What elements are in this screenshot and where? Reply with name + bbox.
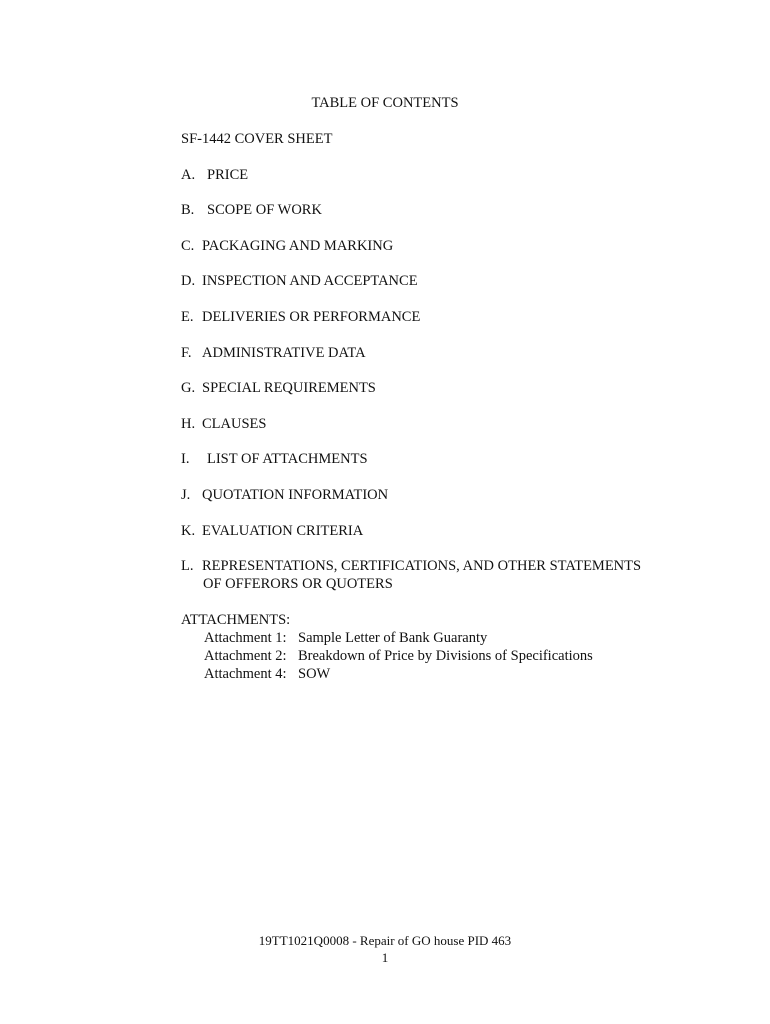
attachment-title: SOW: [298, 666, 331, 682]
toc-item-label: INSPECTION AND ACCEPTANCE: [202, 273, 418, 290]
attachment-title: Breakdown of Price by Divisions of Specifications: [298, 648, 593, 664]
toc-item-c: [181, 237, 741, 255]
attachment-item: [204, 647, 741, 665]
toc-item-label: PRICE: [207, 166, 249, 183]
toc-item-label: SPECIAL REQUIREMENTS: [202, 380, 376, 397]
attachment-label: Attachment 2:: [204, 648, 287, 664]
toc-item-j: [181, 486, 741, 504]
toc-item-g: [181, 379, 741, 397]
page-number: 1: [381, 950, 389, 965]
toc-item-label: CLAUSES: [202, 415, 267, 432]
toc-item-label: DELIVERIES OR PERFORMANCE: [202, 308, 421, 325]
toc-item-letter: H.: [181, 415, 196, 432]
toc-item-e: [181, 308, 741, 326]
toc-item-letter: E.: [181, 308, 194, 325]
attachment-label: Attachment 1:: [204, 630, 287, 646]
toc-item-label: EVALUATION CRITERIA: [202, 522, 364, 539]
toc-item-label: SF-1442 COVER SHEET: [181, 131, 333, 147]
page-footer: [0, 932, 770, 966]
toc-item-cover-sheet: [181, 130, 741, 148]
toc-item-i: [181, 450, 741, 468]
toc-item-letter: L.: [181, 558, 194, 575]
toc-item-letter: I.: [181, 451, 190, 468]
attachment-title: Sample Letter of Bank Guaranty: [298, 630, 488, 646]
toc-item-label: ADMINISTRATIVE DATA: [202, 344, 366, 361]
toc-item-letter: F.: [181, 344, 192, 361]
toc-item-letter: J.: [181, 486, 191, 503]
attachments-heading: ATTACHMENTS:: [181, 612, 291, 628]
toc-item-letter: D.: [181, 273, 196, 290]
attachment-item: [204, 665, 741, 683]
toc-item-l: [181, 557, 741, 593]
attachments-section: [181, 611, 741, 683]
toc-item-d: [181, 272, 741, 290]
toc-item-k: [181, 522, 741, 540]
toc-item-letter: B.: [181, 202, 195, 219]
toc-item-h: [181, 415, 741, 433]
attachments-list: [181, 629, 741, 683]
toc-item-letter: K.: [181, 522, 196, 539]
toc-item-label: PACKAGING AND MARKING: [202, 237, 394, 254]
toc-item-letter: A.: [181, 166, 196, 183]
attachment-item: [204, 629, 741, 647]
toc-list: [181, 130, 741, 609]
footer-reference: 19TT1021Q0008 - Repair of GO house PID 463: [258, 933, 512, 948]
toc-item-a: [181, 166, 741, 184]
toc-item-label: SCOPE OF WORK: [207, 202, 322, 219]
toc-item-b: [181, 201, 741, 219]
toc-item-letter: G.: [181, 380, 196, 397]
page-title: TABLE OF CONTENTS: [311, 95, 459, 111]
attachment-label: Attachment 4:: [204, 666, 287, 682]
toc-item-label: LIST OF ATTACHMENTS: [207, 451, 368, 468]
toc-item-label-continued: OF OFFERORS OR QUOTERS: [203, 576, 393, 593]
toc-item-label: QUOTATION INFORMATION: [202, 486, 389, 503]
toc-item-letter: C.: [181, 237, 195, 254]
toc-item-f: [181, 344, 741, 362]
toc-item-label: REPRESENTATIONS, CERTIFICATIONS, AND OTHER STATEMENTS: [202, 558, 642, 575]
